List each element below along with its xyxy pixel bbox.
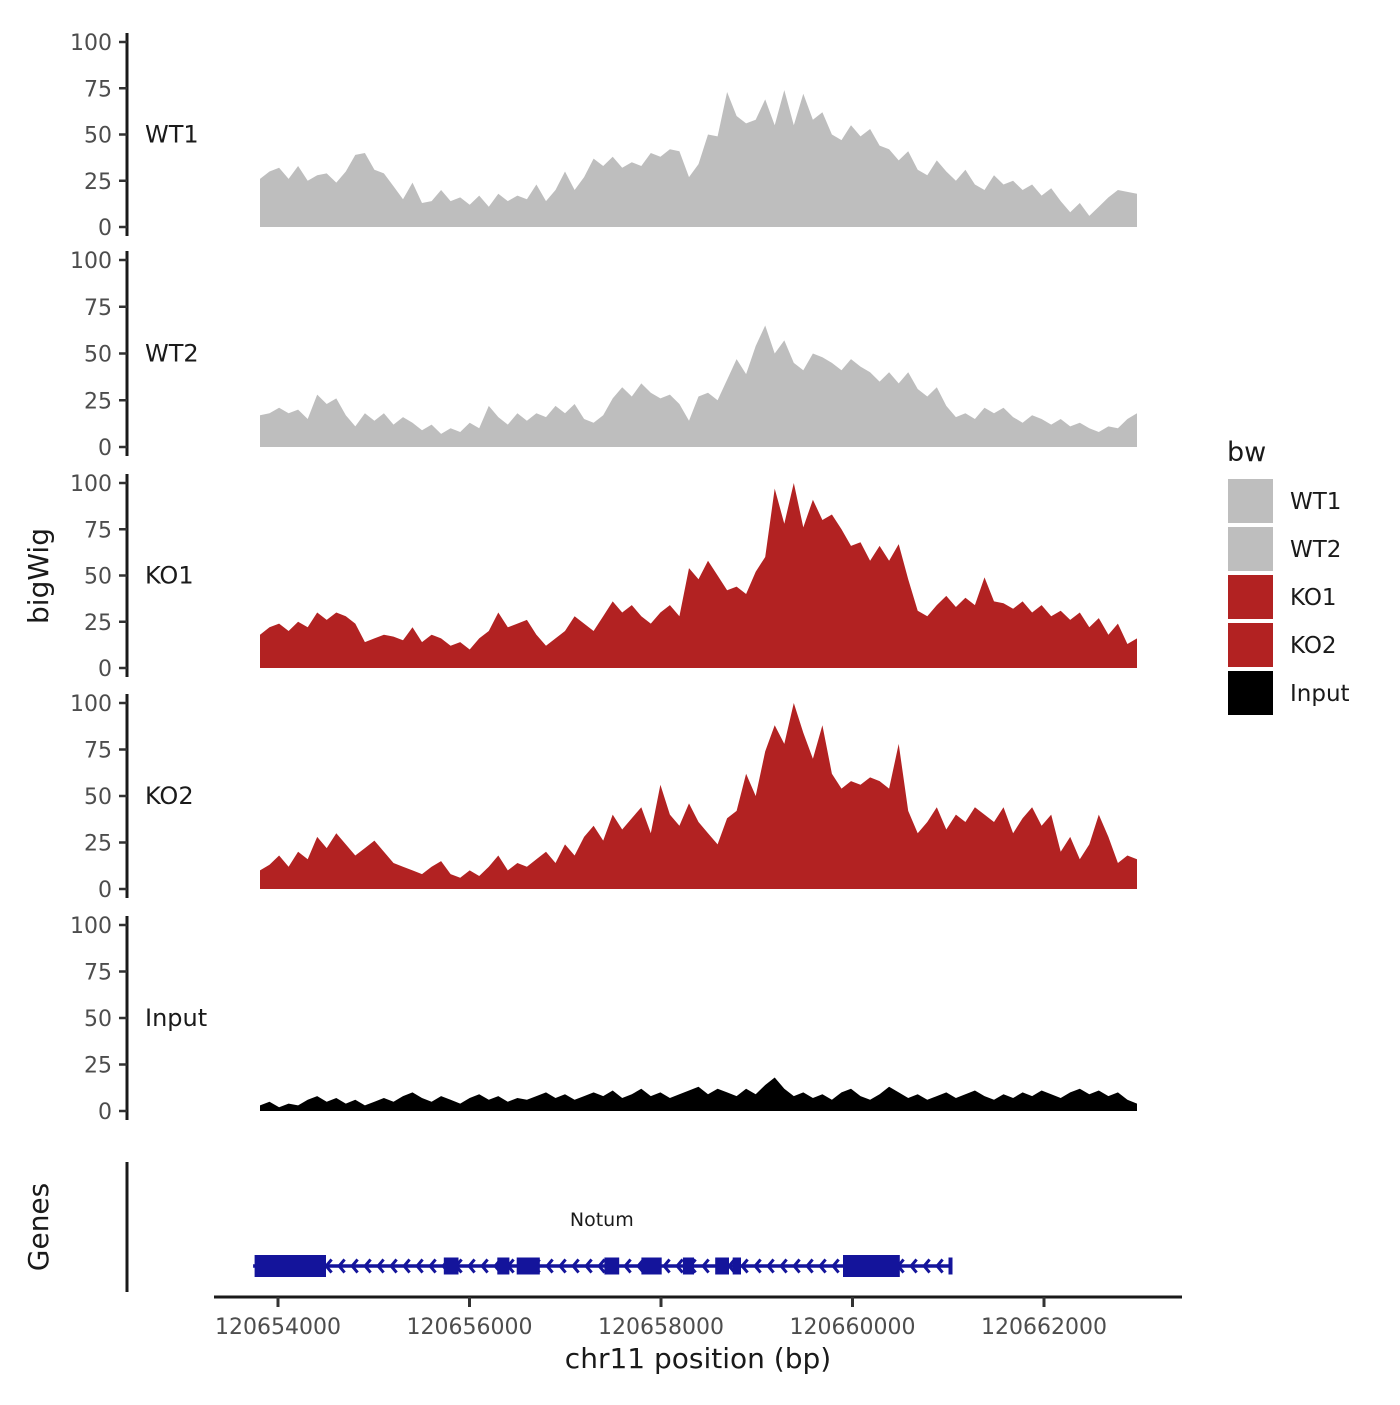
legend-swatch xyxy=(1228,671,1273,715)
gene-end-cap xyxy=(949,1258,953,1275)
legend-label: KO1 xyxy=(1290,585,1337,611)
legend-label: WT2 xyxy=(1290,537,1342,563)
track-area-ko2 xyxy=(260,703,1137,889)
y-tick-label: 50 xyxy=(84,123,112,149)
track-area-wt1 xyxy=(260,90,1137,227)
track-label-input: Input xyxy=(145,1004,208,1032)
y-tick-label: 25 xyxy=(84,169,112,195)
y-tick-label: 75 xyxy=(84,518,112,544)
legend-swatch xyxy=(1228,479,1273,523)
y-tick-label: 100 xyxy=(70,249,112,274)
y-tick-label: 75 xyxy=(84,295,112,321)
gene-exon xyxy=(517,1258,540,1275)
legend-title: bw xyxy=(1227,437,1267,468)
gene-exon xyxy=(715,1258,729,1275)
x-axis xyxy=(214,1297,1182,1340)
gene-exon xyxy=(604,1258,619,1275)
track-label-ko2: KO2 xyxy=(145,782,194,810)
legend-label: WT1 xyxy=(1290,489,1342,515)
gene-exon xyxy=(843,1255,900,1277)
y-tick-label: 25 xyxy=(84,389,112,415)
y-tick-label: 75 xyxy=(84,960,112,986)
legend-swatch xyxy=(1228,527,1273,571)
track-label-wt1: WT1 xyxy=(145,120,199,149)
genes-axis-title: Genes xyxy=(22,1182,55,1272)
gene-exon xyxy=(641,1258,661,1275)
y-tick-label: 50 xyxy=(84,342,112,368)
y-tick-label: 0 xyxy=(98,1100,112,1125)
y-tick-label: 25 xyxy=(84,610,112,636)
legend-swatch xyxy=(1228,623,1273,667)
track-label-ko1: KO1 xyxy=(145,561,194,590)
y-tick-label: 75 xyxy=(84,738,112,764)
bigwig-panels xyxy=(70,31,1137,1125)
track-panel-wt2 xyxy=(70,249,1137,461)
legend-item-ko1 xyxy=(1228,575,1337,619)
x-tick-label: 120654000 xyxy=(215,1315,341,1340)
y-tick-label: 75 xyxy=(84,77,112,103)
gene-panel xyxy=(127,1162,953,1292)
legend-item-ko2 xyxy=(1228,623,1337,667)
y-tick-label: 0 xyxy=(98,657,112,682)
gene-name-label: Notum xyxy=(569,1209,634,1231)
x-tick-label: 120662000 xyxy=(981,1315,1107,1340)
track-area-input xyxy=(260,1078,1137,1112)
track-panel-wt1 xyxy=(70,31,1137,241)
y-tick-label: 100 xyxy=(70,914,112,939)
legend xyxy=(1228,479,1350,715)
track-label-wt2: WT2 xyxy=(145,339,199,368)
y-axis-title: bigWig xyxy=(22,528,55,624)
legend-item-input xyxy=(1228,671,1350,715)
track-area-wt2 xyxy=(260,326,1137,448)
y-tick-label: 0 xyxy=(98,878,112,903)
legend-item-wt2 xyxy=(1228,527,1341,571)
x-axis-title: chr11 position (bp) xyxy=(564,1342,832,1375)
track-panel-input xyxy=(70,914,1137,1125)
x-tick-label: 120656000 xyxy=(406,1315,533,1340)
track-area-ko1 xyxy=(260,483,1137,668)
gene-exon xyxy=(497,1258,509,1275)
y-tick-label: 25 xyxy=(84,1053,112,1079)
track-panel-ko1 xyxy=(70,472,1137,682)
x-tick-label: 120658000 xyxy=(598,1315,724,1340)
y-tick-label: 100 xyxy=(70,692,112,717)
y-tick-label: 0 xyxy=(98,436,112,461)
y-tick-label: 25 xyxy=(84,831,112,857)
y-tick-label: 0 xyxy=(98,216,112,241)
y-tick-label: 50 xyxy=(84,785,112,810)
legend-label: Input xyxy=(1290,681,1350,707)
y-tick-label: 50 xyxy=(84,564,112,590)
y-tick-label: 50 xyxy=(84,1007,112,1032)
y-tick-label: 100 xyxy=(70,472,112,497)
gene-exon xyxy=(683,1258,694,1275)
legend-item-wt1 xyxy=(1228,479,1341,523)
gene-exon xyxy=(733,1258,741,1275)
legend-label: KO2 xyxy=(1290,633,1337,659)
gene-exon xyxy=(444,1258,459,1275)
gene-exon xyxy=(255,1255,326,1277)
legend-swatch xyxy=(1228,575,1273,619)
track-panel-ko2 xyxy=(70,692,1137,903)
x-tick-label: 120660000 xyxy=(789,1315,916,1340)
y-tick-label: 100 xyxy=(70,31,112,56)
